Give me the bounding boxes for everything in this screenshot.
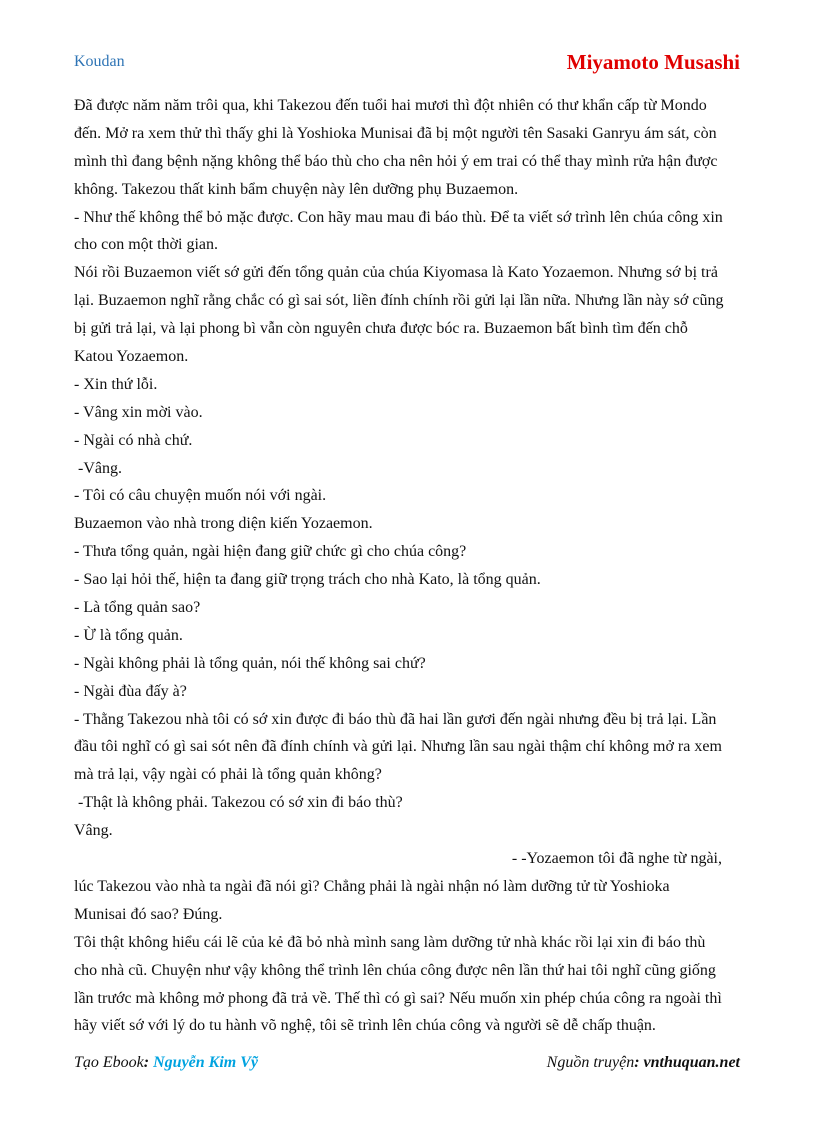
source-label: Nguồn truyện [546, 1054, 635, 1071]
text-line: mà trả lại, vậy ngài có phải là tổng quản không? [74, 766, 382, 784]
text-line: - Xin thứ lỗi. [74, 375, 158, 393]
text-line: hãy viết sớ với lý do tu hành võ nghệ, tôi sẽ trình lên chúa công và người sẽ dễ chấp thuận. [74, 1017, 656, 1035]
body-text [74, 92, 744, 1040]
text-line: lúc Takezou vào nhà ta ngài đã nói gì? Chẳng phải là ngài nhận nó làm dưỡng tử từ Yoshioka [74, 877, 670, 895]
text-line: Katou Yozaemon. [74, 348, 189, 366]
page-header [74, 50, 740, 76]
text-line: Buzaemon vào nhà trong diện kiến Yozaemon. [74, 515, 373, 533]
source-name: vnthuquan.net [643, 1054, 740, 1071]
text-line: mình thì đang bệnh nặng không thể báo thù cho cha nên hỏi ý em trai có thể thay mình rửa hận được [74, 152, 718, 170]
text-line: cho con một thời gian. [74, 236, 218, 254]
text-line: - Tôi có câu chuyện muốn nói với ngài. [74, 487, 327, 505]
credit-separator: : [143, 1054, 154, 1071]
footer-credit [74, 1054, 258, 1072]
credit-name: Nguyễn Kim Vỹ [153, 1054, 258, 1071]
text-line: lại. Buzaemon nghĩ rằng chắc có gì sai sót, liền đính chính rồi gửi lại lần nữa. Nhưng lần này sớ cũng [74, 292, 724, 310]
text-line: Tôi thật không hiểu cái lẽ của kẻ đã bỏ nhà mình sang làm dưỡng tử nhà khác rồi lại xin đi báo thù [74, 933, 706, 951]
credit-label: Tạo Ebook [74, 1054, 144, 1071]
text-line: - Ngài đùa đấy à? [74, 682, 187, 700]
header-author: Miyamoto Musashi [566, 50, 740, 74]
text-line: bị gửi trả lại, và lại phong bì vẫn còn nguyên chưa được bóc ra. Buzaemon bất bình tìm đến chỗ [74, 320, 688, 338]
text-line: - -Yozaemon tôi đã nghe từ ngài, [511, 850, 722, 868]
header-book-title: Koudan [74, 53, 125, 70]
text-line: Đã được năm năm trôi qua, khi Takezou đến tuổi hai mươi thì đột nhiên có thư khẩn cấp từ Mondo [74, 97, 707, 114]
text-line: - Sao lại hỏi thế, hiện ta đang giữ trọng trách cho nhà Kato, là tổng quản. [74, 571, 541, 589]
text-line: - Thưa tổng quản, ngài hiện đang giữ chức gì cho chúa công? [74, 543, 467, 561]
text-line: -Thật là không phải. Takezou có sớ xin đi báo thù? [74, 794, 403, 812]
text-line: -Vâng. [74, 459, 122, 477]
text-line: - Ngài không phải là tổng quản, nói thế không sai chứ? [74, 654, 426, 672]
text-line: không. Takezou thất kinh bẩm chuyện này lên dưỡng phụ Buzaemon. [74, 180, 519, 198]
text-line: - Như thế không thể bỏ mặc được. Con hãy mau mau đi báo thù. Để ta viết sớ trình lên chúa công xin [74, 208, 723, 226]
text-line: - Vâng xin mời vào. [74, 403, 203, 421]
text-line: đầu tôi nghĩ có gì sai sót nên đã đính chính và gửi lại. Nhưng lần sau ngài thậm chí không mở ra xem [74, 738, 722, 756]
text-line: Nói rồi Buzaemon viết sớ gửi đến tổng quản của chúa Kiyomasa là Kato Yozaemon. Nhưng sớ bị trả [74, 264, 718, 282]
text-line: Munisai đó sao? Đúng. [74, 905, 223, 923]
page-footer [74, 1054, 740, 1076]
text-line: đến. Mở ra xem thử thì thấy ghi là Yoshioka Munisai đã bị một người tên Sasaki Ganryu ám sát, còn [74, 124, 717, 142]
text-line: cho nhà cũ. Chuyện như vậy không thể trình lên chúa công được nên lần thứ hai tôi nghĩ cũng giống [74, 961, 716, 979]
text-line: lần trước mà không mở phong đã trả về. Thế thì có gì sai? Nếu muốn xin phép chúa công ra ngoài thì [74, 989, 722, 1007]
source-separator: : [634, 1054, 644, 1071]
text-line: - Ừ là tổng quản. [74, 626, 183, 644]
text-line: - Là tổng quản sao? [74, 599, 201, 617]
text-line: - Thằng Takezou nhà tôi có sớ xin được đi báo thù đã hai lần gươi đến ngài nhưng đều bị trả lại. Lần [74, 710, 717, 728]
text-line: Vâng. [74, 822, 113, 840]
text-line: - Ngài có nhà chứ. [74, 431, 193, 449]
footer-source [547, 1054, 740, 1072]
